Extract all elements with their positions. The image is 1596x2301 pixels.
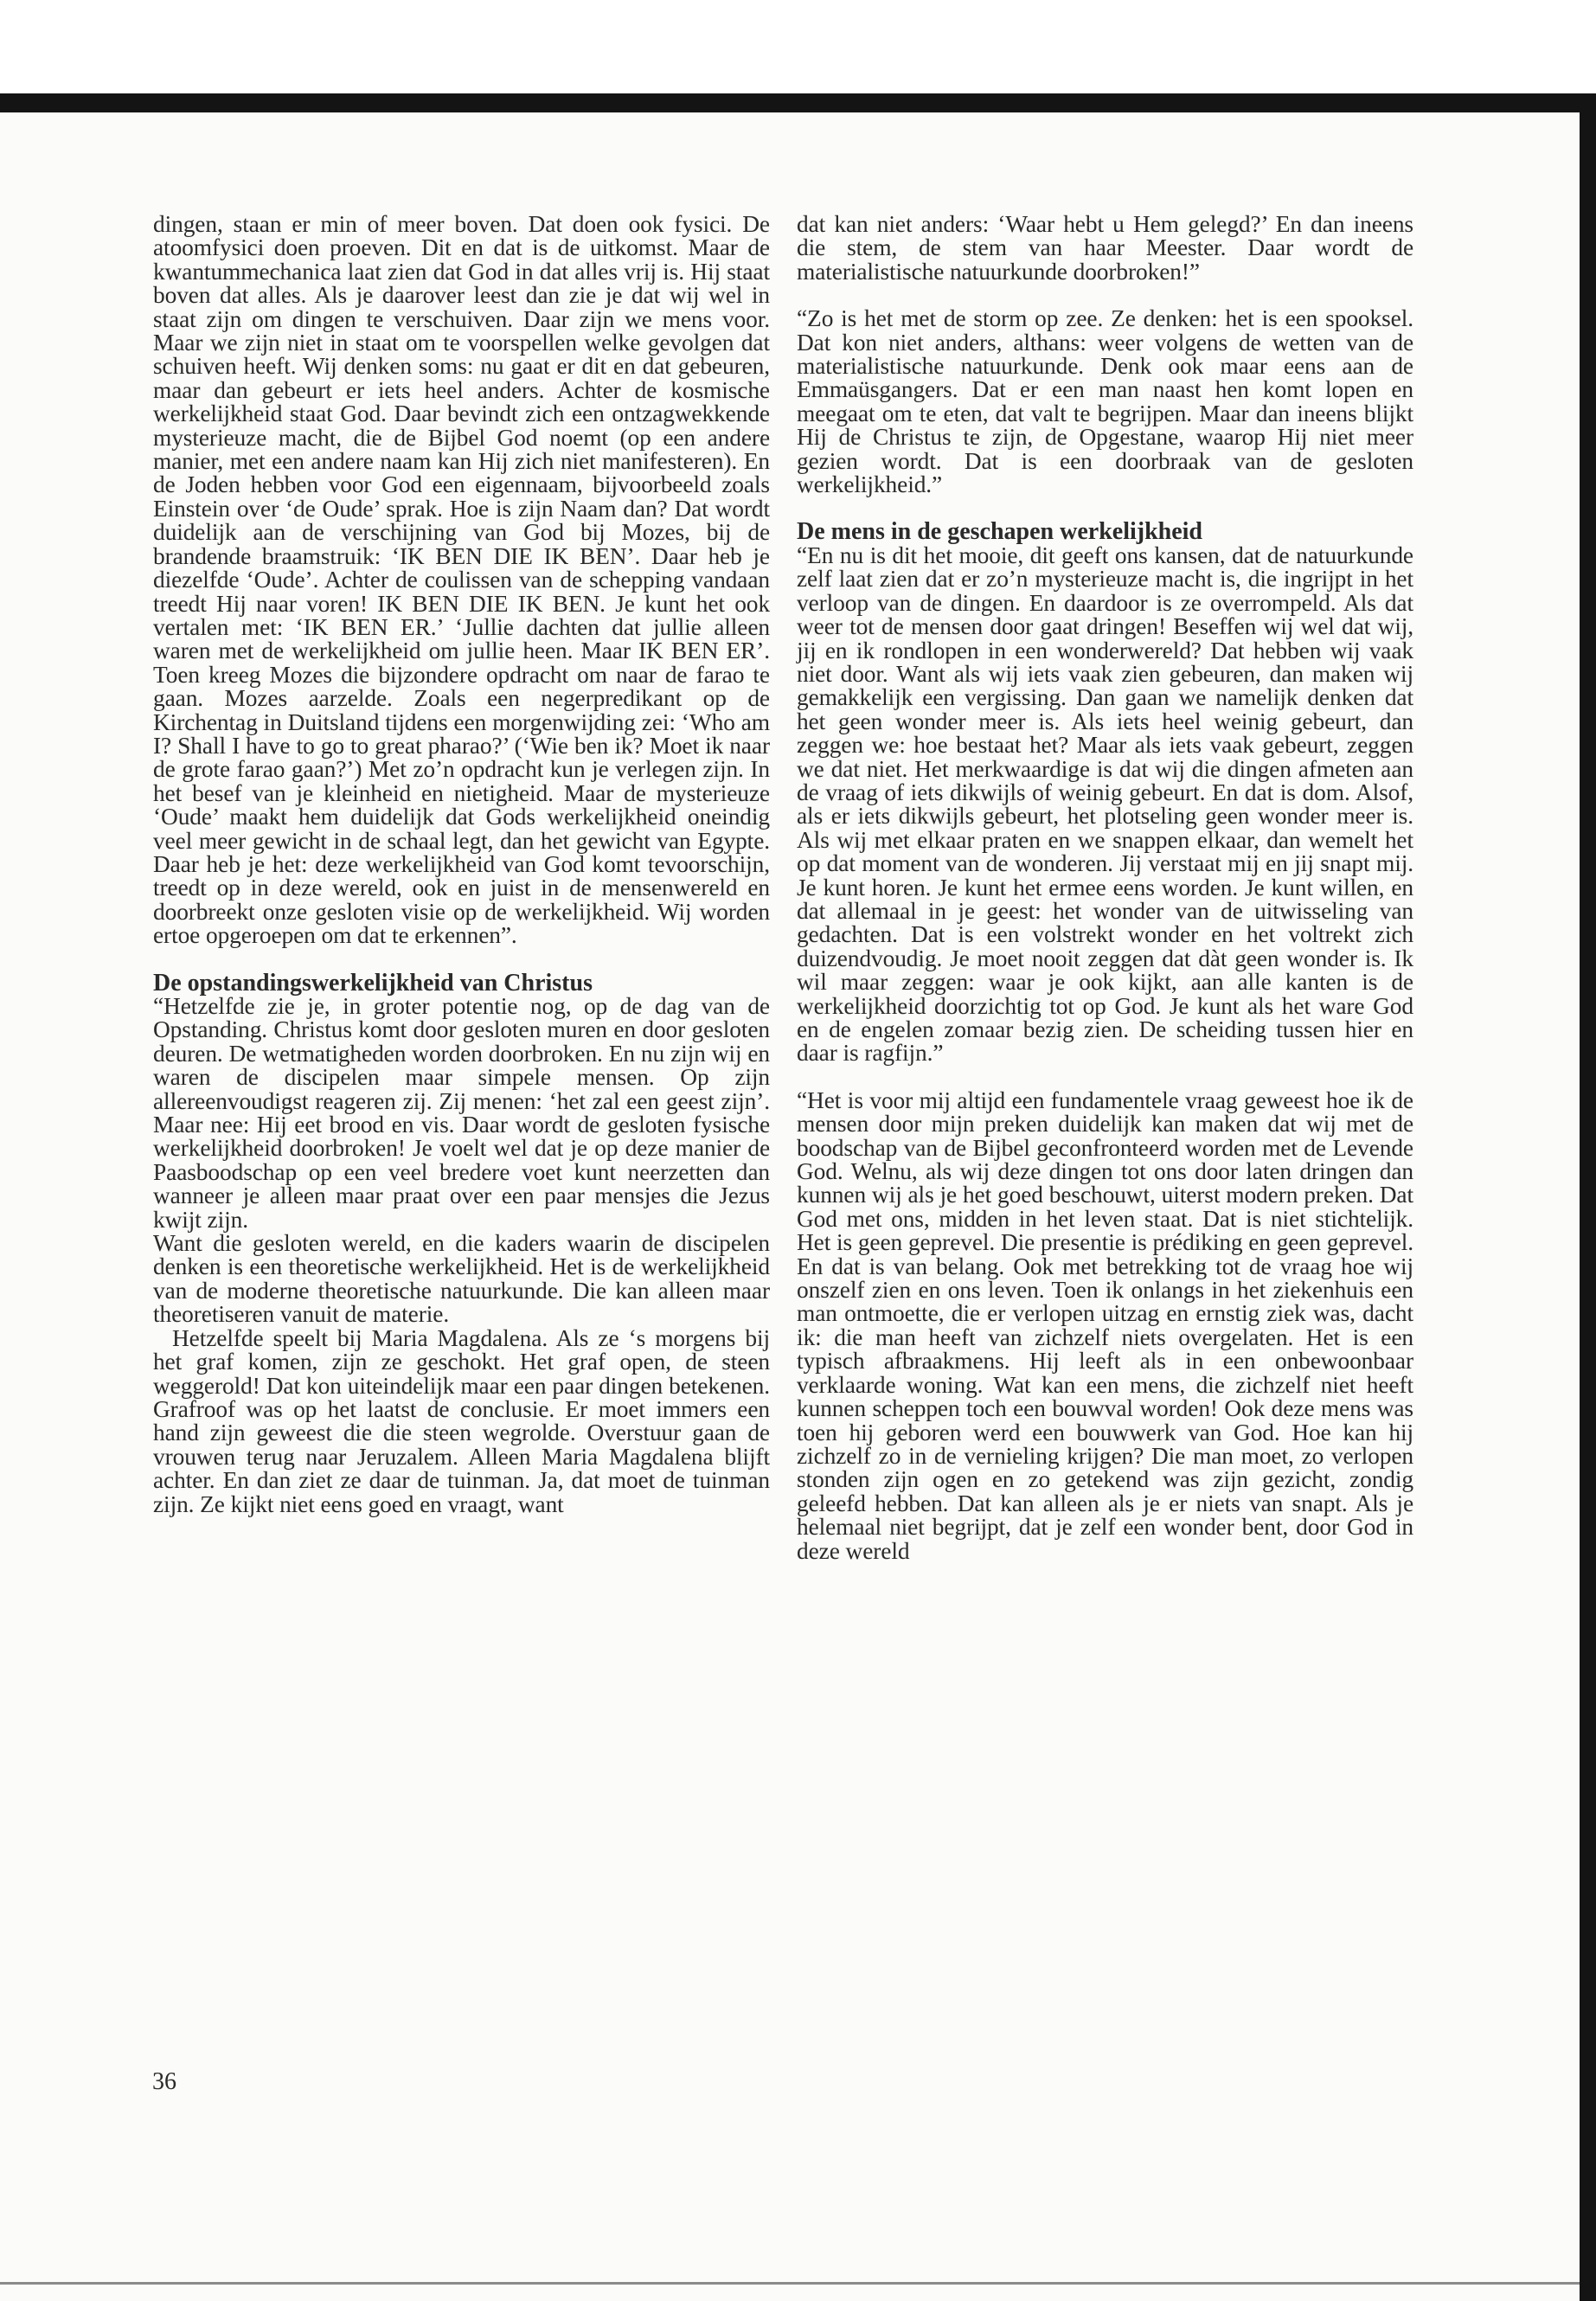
left-paragraph-3: Want die gesloten wereld, en die kaders waarin de discipelen denken is een theoretische werkelijkheid. Het is de werkelijkheid van de moderne theoretische natuurkunde. Die kan alleen maar theoretiseren vanuit de materie. — [153, 1230, 770, 1328]
left-paragraph-2: “Hetzelfde zie je, in groter potentie nog, op de dag van de Opstanding. Christus komt door gesloten muren en door gesloten deuren. De wetmatigheden worden doorbroken. En nu zijn wij en waren de discipelen maar simpele mensen. Op zijn allereenvoudigst reageren zij. Zij menen: ‘het zal een geest zijn’. Maar nee: Hij eet brood en vis. Daar wordt de gesloten fysische werkelijkheid doorbroken! Je voelt wel dat je op deze manier de Paasboodschap op een veel bredere voet kunt neerzetten dan wanneer je alleen maar praat over een paar mensjes die Jezus kwijt zijn. — [153, 993, 770, 1233]
right-paragraph-3: “En nu is dit het mooie, dit geeft ons kansen, dat de natuurkunde zelf laat zien dat er zo’n mysterieuze macht is, die ingrijpt in het verloop van de dingen. En daardoor is ze overrompeld. Als dat weer tot de mensen door gaat dringen! Beseffen wij wel dat wij, jij en ik rondlopen in een wonderwereld? Dat hebben wij vaak niet door. Want als wij iets vaak zien gebeuren, dan maken wij gemakkelijk een vergissing. Dan gaan we namelijk denken dat het geen wonder meer is. Als iets heel weinig gebeurt, dan zeggen we: hoe bestaat het? Maar als iets vaak gebeurt, zeggen we dat niet. Het merkwaardige is dat wij die dingen afmeten aan de vraag of iets dikwijls of weinig gebeurt. En dat is dom. Alsof, als er iets dikwijls gebeurt, het plotseling geen wonder meer is. Als wij met elkaar praten en we snappen elkaar, dan wemelt het op dat moment van de wonderen. Jij verstaat mij en jij snapt mij. Je kunt horen. Je kunt het ermee eens worden. Je kunt willen, en dat allemaal in je geest: het wonder van de uitwisseling van gedachten. Dat is een volstrekt wonder en het voltrekt zich duizendvoudig. Je moet nooit zeggen dat dàt geen wonder is. Ik wil maar zeggen: waar je ook kijkt, aan alle kanten is de werkelijkheid doorzichtig tot op God. Je kunt als het ware God en de engelen zomaar bezig zien. De scheiding tussen hier en daar is ragfijn.” — [797, 542, 1413, 1067]
right-paragraph-4: “Het is voor mij altijd een fundamentele vraag geweest hoe ik de mensen door mijn preken duidelijk kan maken dat wij met de boodschap van de Bijbel geconfronteerd worden met de Levende God. Welnu, als wij deze dingen tot ons door laten dringen dan kunnen wij als je het goed beschouwt, uiterst modern preken. Dat God met ons, midden in het leven staat. Dat is niet stichtelijk. Het is geen geprevel. Die presentie is prédiking en geen geprevel. En dat is van belang. Ook met betrekking tot de vraag hoe wij onszelf zien en ons leven. Toen ik onlangs in het ziekenhuis een man ontmoette, die er verlopen uitzag en ernstig ziek was, dacht ik: die man heeft van zichzelf niets overgelaten. Het is een typisch afbraakmens. Hij leeft als in een onbewoonbaar verklaarde woning. Wat kan een mens, die zichzelf niet heeft kunnen scheppen toch een bouwval worden! Ook deze mens was toen hij geboren werd een bouwwerk van God. Hoe kan hij zichzelf zo in de vernieling krijgen? Die man moet, zo verlopen stonden zijn ogen en zo getekend was zijn gezicht, zondig geleefd hebben. Dat kan alleen als je er niets van snapt. Als je helemaal niet begrijpt, dat je zelf een wonder bent, door God in deze wereld — [797, 1086, 1413, 1564]
page-number: 36 — [152, 2068, 176, 2095]
page-bottom-edge — [0, 2282, 1580, 2285]
section-heading-resurrection: De opstandingswerkelijkheid van Christus — [153, 969, 593, 997]
scan-right-border — [1580, 93, 1596, 2301]
scan-top-border — [0, 93, 1596, 112]
right-column — [797, 213, 1413, 1563]
left-paragraph-4: Hetzelfde speelt bij Maria Magdalena. Als ze ‘s morgens bij het graf komen, zijn ze geschokt. Het graf open, de steen weggerold! Dat kon uiteindelijk maar een paar dingen betekenen. Grafroof was op het laatst de conclusie. Er moet immers een hand zijn geweest die die steen wegrolde. Overstuur gaan de vrouwen terug naar Jeruzalem. Alleen Maria Magdalena blijft achter. En dan ziet ze daar de tuinman. Ja, dat moet de tuinman zijn. Ze kijkt niet eens goed en vraagt, want — [153, 1324, 770, 1517]
section-heading-created-reality: De mens in de geschapen werkelijkheid — [797, 518, 1202, 546]
left-column — [153, 213, 770, 1516]
left-paragraph-1: dingen, staan er min of meer boven. Dat doen ook fysici. De atoomfysici doen proeven. Dit en dat is de uitkomst. Maar de kwantummechanica laat zien dat God in dat alles vrij is. Hij staat boven dat alles. Als je daarover leest dan zie je dat wij wel in staat zijn om dingen te verschuiven. Daar zijn we mens voor. Maar we zijn niet in staat om te voorspellen welke gevolgen dat schuiven heeft. Wij denken soms: nu gaat er dit en dat gebeuren, maar dan gebeurt er iets heel anders. Achter de kosmische werkelijkheid staat God. Daar bevindt zich een ontzagwekkende mysterieuze macht, die de Bijbel God noemt (op een andere manier, met een andere naam kan Hij zich niet manifesteren). En de Joden hebben voor God een eigennaam, bijvoorbeeld zoals Einstein over ‘de Oude’ sprak. Hoe is zijn Naam dan? Dat wordt duidelijk aan de verschijning van God bij Mozes, bij de brandende braamstruik: ‘IK BEN DIE IK BEN’. Daar heb je diezelfde ‘Oude’. Achter de coulissen van de schepping vandaan treedt Hij naar voren! IK BEN DIE IK BEN. Je kunt het ook vertalen met: ‘IK BEN ER.’ ‘Jullie dachten dat jullie alleen waren met de werkelijkheid om jullie heen. Maar IK BEN ER’. Toen kreeg Mozes die bijzondere opdracht om naar de farao te gaan. Mozes aarzelde. Zoals een negerpredikant op de Kirchentag in Duitsland tijdens een morgenwijding zei: ‘Who am I? Shall I have to go to great pharao?’ (‘Wie ben ik? Moet ik naar de grote farao gaan?’) Met zo’n opdracht kun je verlegen zijn. In het besef van je kleinheid en nietigheid. Maar de mysterieuze ‘Oude’ maakt hem duidelijk dat Gods werkelijkheid oneindig veel meer gewicht in de schaal legt, dan het gewicht van Egypte. Daar heb je het: deze werkelijkheid van God komt tevoorschijn, treedt op in deze wereld, ook en juist in de mensenwereld en doorbreekt onze gesloten visie op de werkelijkheid. Wij worden ertoe opgeroepen om dat te erkennen”. — [153, 211, 770, 949]
right-paragraph-2: “Zo is het met de storm op zee. Ze denken: het is een spooksel. Dat kon niet anders, althans: weer volgens de wetten van de materialistische natuurkunde. Denk ook maar eens aan de Emmaüsgangers. Dat er een man naast hen komt lopen en meegaat om te eten, dat valt te begrijpen. Maar dan ineens blijkt Hij de Christus te zijn, de Opgestane, waarop Hij niet meer gezien wordt. Dat is een doorbraak van de gesloten werkelijkheid.” — [797, 305, 1413, 498]
right-paragraph-1: dat kan niet anders: ‘Waar hebt u Hem gelegd?’ En dan ineens die stem, de stem van haar Meester. Daar wordt de materialistische natuurkunde doorbroken!” — [797, 211, 1413, 285]
